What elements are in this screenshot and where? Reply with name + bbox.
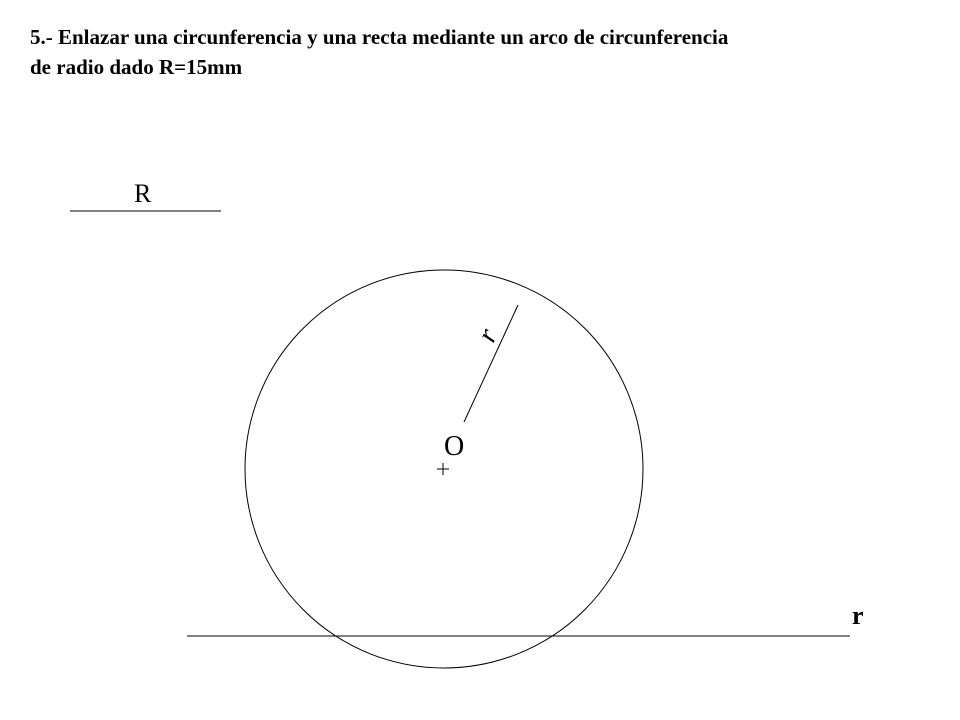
exercise-title-line-2: de radio dado R=15mm bbox=[30, 55, 243, 79]
center-point-mark bbox=[437, 463, 449, 475]
straight-line-label: r bbox=[852, 601, 864, 630]
circle-radius-label: r bbox=[471, 324, 505, 347]
center-label: O bbox=[444, 431, 465, 462]
given-circle bbox=[245, 270, 643, 668]
given-radius-segment bbox=[70, 179, 221, 211]
exercise-title-line-1: 5.- Enlazar una circunferencia y una recta mediante un arco de circunferencia bbox=[30, 25, 729, 49]
circle-radius-line bbox=[464, 305, 518, 422]
radius-segment-label: R bbox=[134, 179, 152, 208]
given-line bbox=[187, 601, 864, 636]
